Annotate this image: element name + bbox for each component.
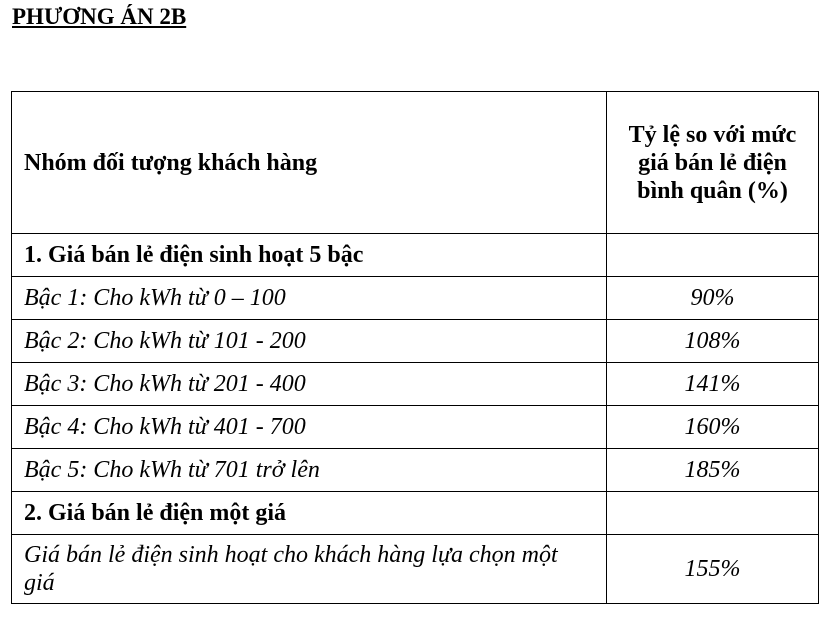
tier-1-value: 90% xyxy=(607,277,819,320)
single-price-value: 155% xyxy=(607,535,819,604)
section-row-5-tier xyxy=(12,234,819,277)
tier-2-label: Bậc 2: Cho kWh từ 101 - 200 xyxy=(12,320,607,363)
tier-3-label: Bậc 3: Cho kWh từ 201 - 400 xyxy=(12,363,607,406)
table-row xyxy=(12,535,819,604)
tier-1-label: Bậc 1: Cho kWh từ 0 – 100 xyxy=(12,277,607,320)
table-row xyxy=(12,320,819,363)
document-title: PHƯƠNG ÁN 2B xyxy=(12,4,187,29)
tier-5-label: Bậc 5: Cho kWh từ 701 trở lên xyxy=(12,449,607,492)
tier-3-value: 141% xyxy=(607,363,819,406)
section-value-5-tier xyxy=(607,234,819,277)
table-row xyxy=(12,363,819,406)
section-label-5-tier: 1. Giá bán lẻ điện sinh hoạt 5 bậc xyxy=(12,234,607,277)
section-label-single-price: 2. Giá bán lẻ điện một giá xyxy=(12,492,607,535)
table-row xyxy=(12,277,819,320)
header-ratio: Tỷ lệ so với mức giá bán lẻ điện bình quân (%) xyxy=(607,92,819,234)
tier-4-label: Bậc 4: Cho kWh từ 401 - 700 xyxy=(12,406,607,449)
tariff-ratio-table xyxy=(11,91,819,604)
table-row xyxy=(12,406,819,449)
table-header-row xyxy=(12,92,819,234)
tier-4-value: 160% xyxy=(607,406,819,449)
section-value-single-price xyxy=(607,492,819,535)
tier-2-value: 108% xyxy=(607,320,819,363)
single-price-label: Giá bán lẻ điện sinh hoạt cho khách hàng lựa chọn một giá xyxy=(12,535,607,604)
tier-5-value: 185% xyxy=(607,449,819,492)
table-row xyxy=(12,449,819,492)
header-customer-group: Nhóm đối tượng khách hàng xyxy=(12,92,607,234)
section-row-single-price xyxy=(12,492,819,535)
